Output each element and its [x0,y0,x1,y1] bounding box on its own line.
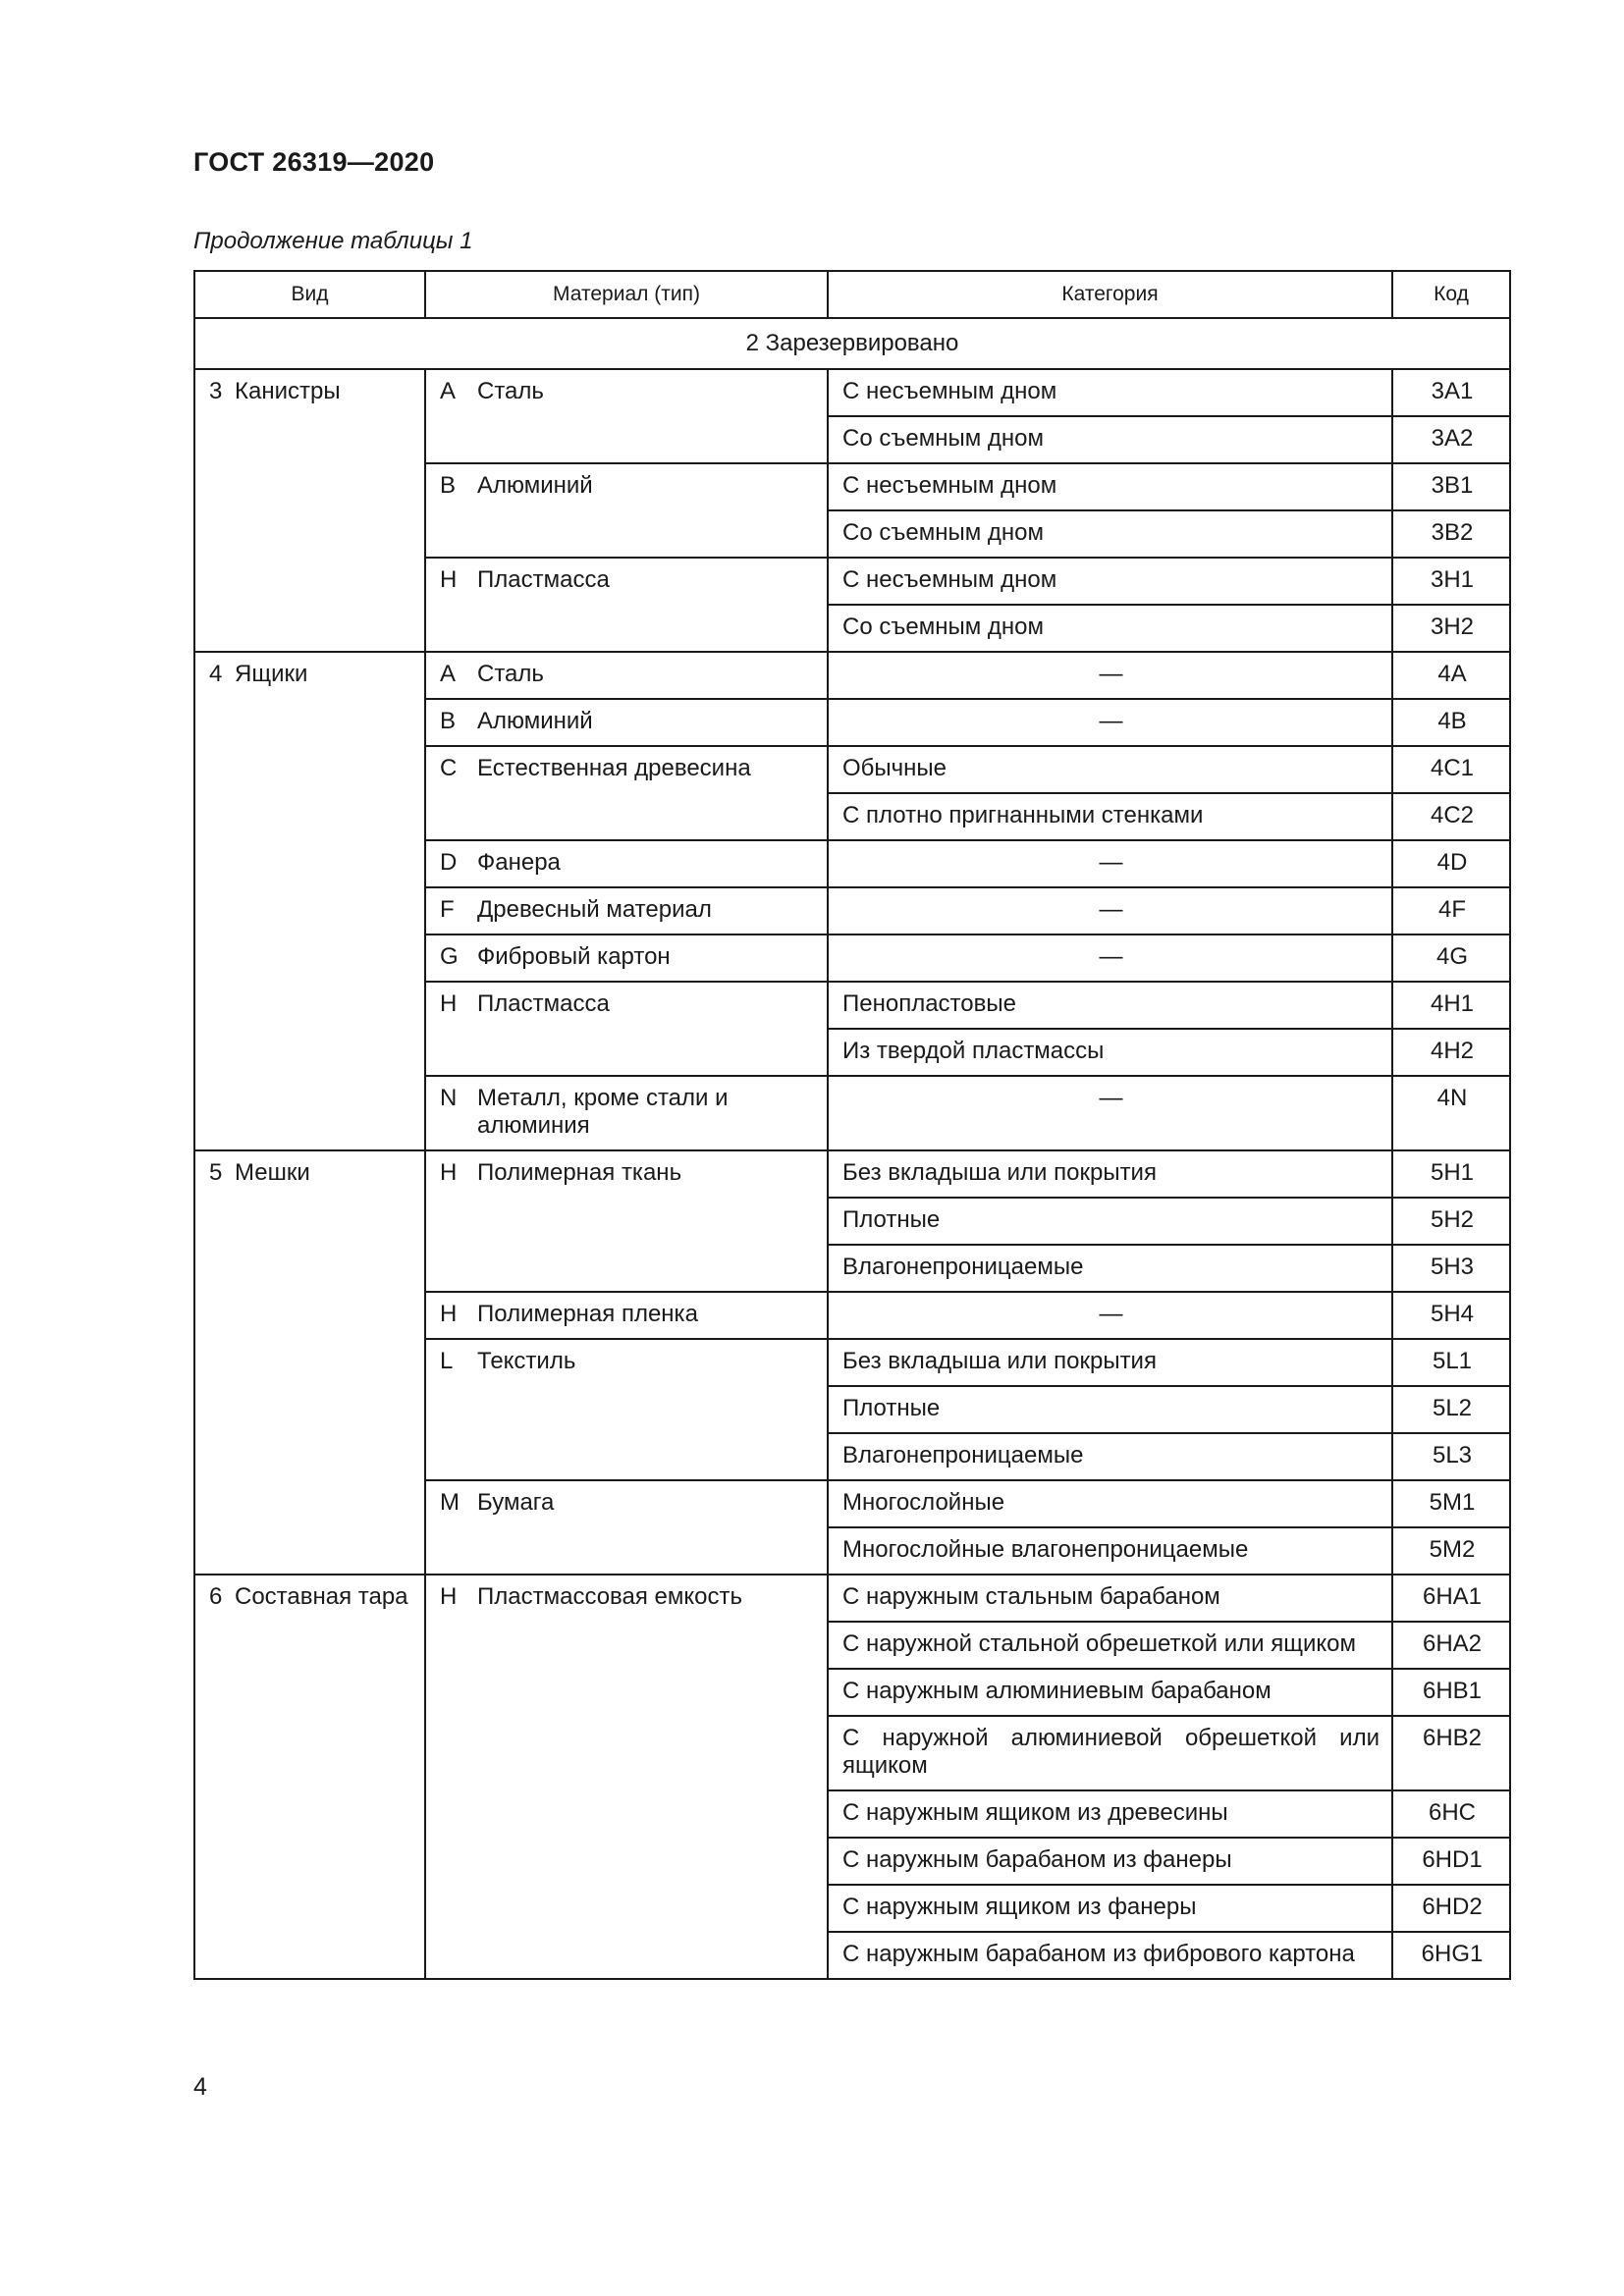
material-name: Фибровый картон [477,943,671,970]
code-cell: 5L3 [1392,1433,1510,1480]
category-cell: — [828,840,1392,887]
category-cell: — [828,934,1392,982]
material-letter: B [440,472,457,499]
category-cell: С наружным ящиком из фанеры [828,1885,1392,1932]
material-letter: A [440,661,457,687]
category-cell: Пенопластовые [828,982,1392,1029]
code-cell: 5H3 [1392,1245,1510,1292]
category-cell: Без вкладыша или покрытия [828,1150,1392,1198]
material-letter: A [440,378,457,404]
vid-number: 4 [209,661,223,687]
category-cell: С плотно пригнанными стенками [828,793,1392,840]
table-row [194,652,1510,699]
vid-number: 3 [209,378,223,404]
category-cell: Плотные [828,1386,1392,1433]
category-cell: С наружным ящиком из древесины [828,1790,1392,1838]
column-header-vid: Вид [194,271,425,318]
document-header: ГОСТ 26319—2020 [193,147,435,177]
code-cell: 5H2 [1392,1198,1510,1245]
material-name: Алюминий [477,708,593,734]
category-cell: Со съемным дном [828,605,1392,652]
category-cell: С наружным стальным барабаном [828,1575,1392,1622]
code-cell: 4A [1392,652,1510,699]
code-cell: 3A1 [1392,369,1510,416]
category-cell: Со съемным дном [828,416,1392,463]
column-header-category: Категория [828,271,1392,318]
code-cell: 4C1 [1392,746,1510,793]
material-name: Пластмасса [477,566,610,593]
material-cell [425,1150,828,1292]
vid-number: 6 [209,1583,223,1610]
table-row [194,1150,1510,1198]
material-letter: H [440,1159,458,1186]
vid-cell [194,1150,425,1575]
code-cell: 6HA2 [1392,1622,1510,1669]
code-cell: 5H1 [1392,1150,1510,1198]
category-cell: Из твердой пластмассы [828,1029,1392,1076]
category-cell: Влагонепроницаемые [828,1433,1392,1480]
table-row [194,1575,1510,1622]
material-name: Естественная древесина [477,755,751,781]
category-cell: С несъемным дном [828,463,1392,510]
material-letter: B [440,708,457,734]
material-name: Полимерная пленка [477,1301,698,1327]
material-letter: H [440,1301,458,1327]
material-letter: H [440,566,458,593]
code-cell: 4H2 [1392,1029,1510,1076]
vid-label: Мешки [235,1159,310,1186]
vid-cell [194,652,425,1150]
vid-cell [194,1575,425,1979]
category-cell: — [828,699,1392,746]
code-cell: 6HG1 [1392,1932,1510,1979]
material-cell [425,934,828,982]
reserved-cell: 2 Зарезервировано [194,318,1510,369]
category-cell: — [828,1076,1392,1150]
code-cell: 5H4 [1392,1292,1510,1339]
code-cell: 5M1 [1392,1480,1510,1527]
vid-label: Составная тара [235,1583,408,1610]
code-cell: 6HC [1392,1790,1510,1838]
material-cell [425,840,828,887]
material-cell [425,1292,828,1339]
code-cell: 4H1 [1392,982,1510,1029]
code-cell: 4D [1392,840,1510,887]
material-cell [425,1076,828,1150]
code-cell: 5L2 [1392,1386,1510,1433]
material-cell [425,746,828,840]
material-cell [425,463,828,558]
category-cell: С наружной алюминиевой обрешеткой или ящиком [828,1716,1392,1790]
material-cell [425,558,828,652]
code-cell: 5L1 [1392,1339,1510,1386]
category-cell: Многослойные [828,1480,1392,1527]
code-cell: 4G [1392,934,1510,982]
category-cell: Влагонепроницаемые [828,1245,1392,1292]
code-cell: 3H2 [1392,605,1510,652]
material-letter: H [440,990,458,1017]
reserved-row [194,318,1510,369]
vid-label: Канистры [235,378,341,404]
material-cell [425,699,828,746]
material-letter: G [440,943,459,970]
code-cell: 6HD2 [1392,1885,1510,1932]
material-letter: L [440,1348,454,1374]
table-row [194,369,1510,416]
material-cell [425,652,828,699]
material-cell [425,887,828,934]
vid-label: Ящики [235,661,308,687]
material-name: Пластмассовая емкость [477,1583,743,1610]
material-name: Пластмасса [477,990,610,1017]
category-cell: С наружной стальной обрешеткой или ящиком [828,1622,1392,1669]
material-cell [425,1575,828,1979]
material-name: Фанера [477,849,561,876]
material-letter: D [440,849,458,876]
material-name: Полимерная ткань [477,1159,682,1186]
material-letter: C [440,755,458,781]
material-name: Текстиль [477,1348,576,1374]
material-cell [425,1480,828,1575]
code-cell: 3A2 [1392,416,1510,463]
material-cell [425,982,828,1076]
column-header-material: Материал (тип) [425,271,828,318]
code-cell: 6HB1 [1392,1669,1510,1716]
category-cell: С наружным алюминиевым барабаном [828,1669,1392,1716]
code-cell: 6HD1 [1392,1838,1510,1885]
category-cell: С наружным барабаном из фибрового картона [828,1932,1392,1979]
column-header-code: Код [1392,271,1510,318]
table-caption: Продолжение таблицы 1 [193,228,473,254]
page-number: 4 [193,2073,207,2101]
category-cell: Плотные [828,1198,1392,1245]
code-cell: 3B1 [1392,463,1510,510]
code-cell: 6HB2 [1392,1716,1510,1790]
category-cell: Без вкладыша или покрытия [828,1339,1392,1386]
material-cell [425,369,828,463]
table-header-row [194,271,1510,318]
category-cell: С наружным барабаном из фанеры [828,1838,1392,1885]
category-cell: Многослойные влагонепроницаемые [828,1527,1392,1575]
code-cell: 4N [1392,1076,1510,1150]
classification-table [193,270,1511,1980]
material-name: Алюминий [477,472,593,499]
category-cell: С несъемным дном [828,369,1392,416]
code-cell: 4F [1392,887,1510,934]
category-cell: — [828,652,1392,699]
material-letter: N [440,1085,458,1111]
material-letter: F [440,896,455,923]
code-cell: 4C2 [1392,793,1510,840]
category-cell: Обычные [828,746,1392,793]
code-cell: 4B [1392,699,1510,746]
code-cell: 3B2 [1392,510,1510,558]
material-name: Бумага [477,1489,555,1516]
material-cell [425,1339,828,1480]
code-cell: 5M2 [1392,1527,1510,1575]
category-cell: — [828,1292,1392,1339]
material-name: Сталь [477,378,544,404]
category-cell: — [828,887,1392,934]
material-name: Сталь [477,661,544,687]
code-cell: 6HA1 [1392,1575,1510,1622]
vid-cell [194,369,425,652]
material-name: Металл, кроме стали и алюминия [477,1085,729,1139]
material-letter: M [440,1489,460,1516]
code-cell: 3H1 [1392,558,1510,605]
material-name: Древесный материал [477,896,712,923]
vid-number: 5 [209,1159,223,1186]
category-cell: Со съемным дном [828,510,1392,558]
material-letter: H [440,1583,458,1610]
category-cell: С несъемным дном [828,558,1392,605]
